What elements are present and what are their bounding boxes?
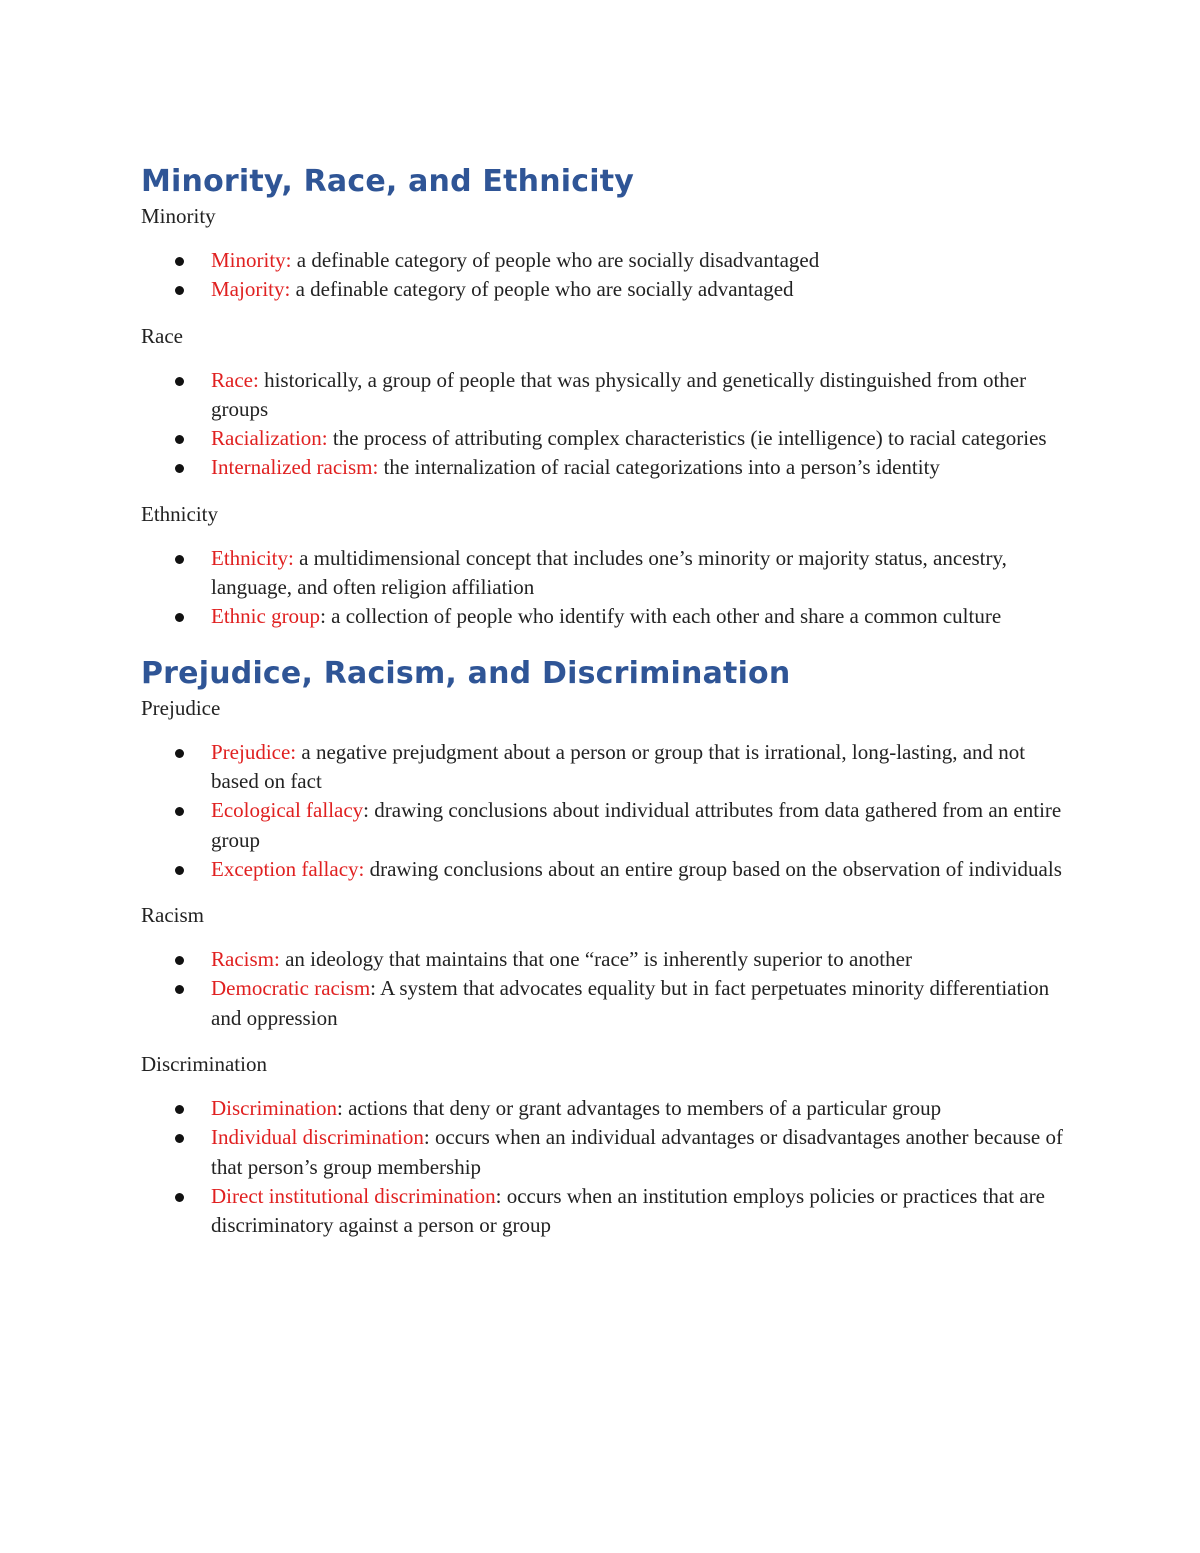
- definition: a negative prejudgment about a person or group that is irrational, long-lasting, and not based on fact: [211, 739, 1026, 793]
- bullet-icon: [175, 1134, 184, 1143]
- term: Discrimination: [211, 1096, 337, 1121]
- definition: an ideology that maintains that one “race” is inherently superior to another: [279, 947, 912, 972]
- list-item: [141, 855, 1070, 884]
- bullet-icon: [175, 435, 184, 444]
- definition: a multidimensional concept that includes one’s minority or majority status, ancestry, language, and often religion affiliation: [211, 545, 1007, 600]
- list-item: [141, 275, 1070, 304]
- definition-list: [141, 945, 1070, 1033]
- bullet-icon: [175, 555, 184, 564]
- section-heading: Minority, Race, and Ethnicity: [141, 164, 635, 199]
- term: Ethnicity:: [211, 545, 294, 570]
- definition: a definable category of people who are socially advantaged: [290, 277, 794, 302]
- term: Exception fallacy:: [211, 856, 365, 881]
- bullet-icon: [175, 377, 184, 386]
- list-item: [141, 796, 1070, 855]
- list-item: [141, 366, 1070, 425]
- definition-list: [141, 1094, 1070, 1240]
- definition: a definable category of people who are socially disadvantaged: [291, 248, 820, 272]
- bullet-icon: [175, 464, 184, 473]
- section-heading: Prejudice, Racism, and Discrimination: [141, 655, 791, 691]
- term: Individual discrimination: [211, 1125, 424, 1150]
- term: Racialization:: [211, 426, 328, 451]
- list-item: [141, 424, 1070, 453]
- list-item: [141, 945, 1070, 974]
- bullet-icon: [175, 257, 184, 266]
- definition-list: [141, 544, 1070, 632]
- definition: the process of attributing complex characteristics (ie intelligence) to racial categories: [327, 426, 1047, 451]
- definition: historically, a group of people that was physically and genetically distinguished from other groups: [211, 367, 1027, 421]
- bullet-icon: [175, 1105, 184, 1114]
- subheading: Discrimination: [141, 1052, 267, 1077]
- list-item: [141, 1123, 1070, 1182]
- list-item: [141, 1182, 1070, 1241]
- term: Race:: [211, 367, 259, 392]
- bullet-icon: [175, 956, 184, 965]
- term: Ecological fallacy: [211, 798, 364, 823]
- bullet-icon: [175, 1193, 184, 1202]
- term: Minority:: [211, 248, 292, 272]
- subheading: Prejudice: [141, 695, 221, 720]
- list-item: [141, 1094, 1070, 1123]
- list-item: [141, 453, 1070, 482]
- subheading: Race: [141, 323, 183, 348]
- list-item: [141, 544, 1070, 603]
- bullet-icon: [175, 749, 184, 758]
- list-item: [141, 738, 1070, 797]
- list-item: [141, 602, 1070, 631]
- definition-list: [141, 738, 1070, 884]
- subheading: Racism: [141, 903, 204, 928]
- bullet-icon: [175, 613, 184, 622]
- term: Racism:: [211, 947, 280, 972]
- subheading: Ethnicity: [141, 501, 218, 526]
- term: Internalized racism:: [211, 455, 379, 480]
- term: Majority:: [211, 277, 291, 302]
- definition: : occurs when an individual advantages or disadvantages another because of that person’s group membership: [211, 1125, 1063, 1179]
- term: Ethnic group: [211, 604, 321, 629]
- bullet-icon: [175, 286, 184, 295]
- definition: : a collection of people who identify with each other and share a common culture: [320, 604, 1002, 629]
- bullet-icon: [175, 866, 184, 875]
- bullet-icon: [175, 807, 184, 816]
- definition-list: [141, 366, 1070, 483]
- bullet-icon: [175, 985, 184, 994]
- subheading: Minority: [141, 204, 216, 228]
- list-item: [141, 974, 1070, 1033]
- term: Democratic racism: [211, 976, 371, 1001]
- term: Prejudice:: [211, 739, 297, 764]
- definition-list: [141, 246, 1070, 305]
- definition: : drawing conclusions about individual attributes from data gathered from an entire group: [211, 798, 1062, 852]
- definition: : occurs when an institution employs policies or practices that are discriminatory against a person or group: [211, 1183, 1045, 1238]
- definition: : A system that advocates equality but in fact perpetuates minority differentiation and oppression: [211, 976, 1050, 1030]
- definition: : actions that deny or grant advantages to members of a particular group: [336, 1096, 942, 1121]
- definition: drawing conclusions about an entire group based on the observation of individuals: [364, 856, 1062, 881]
- term: Direct institutional discrimination: [211, 1183, 496, 1208]
- list-item: [141, 246, 1070, 275]
- definition: the internalization of racial categorizations into a person’s identity: [378, 455, 940, 480]
